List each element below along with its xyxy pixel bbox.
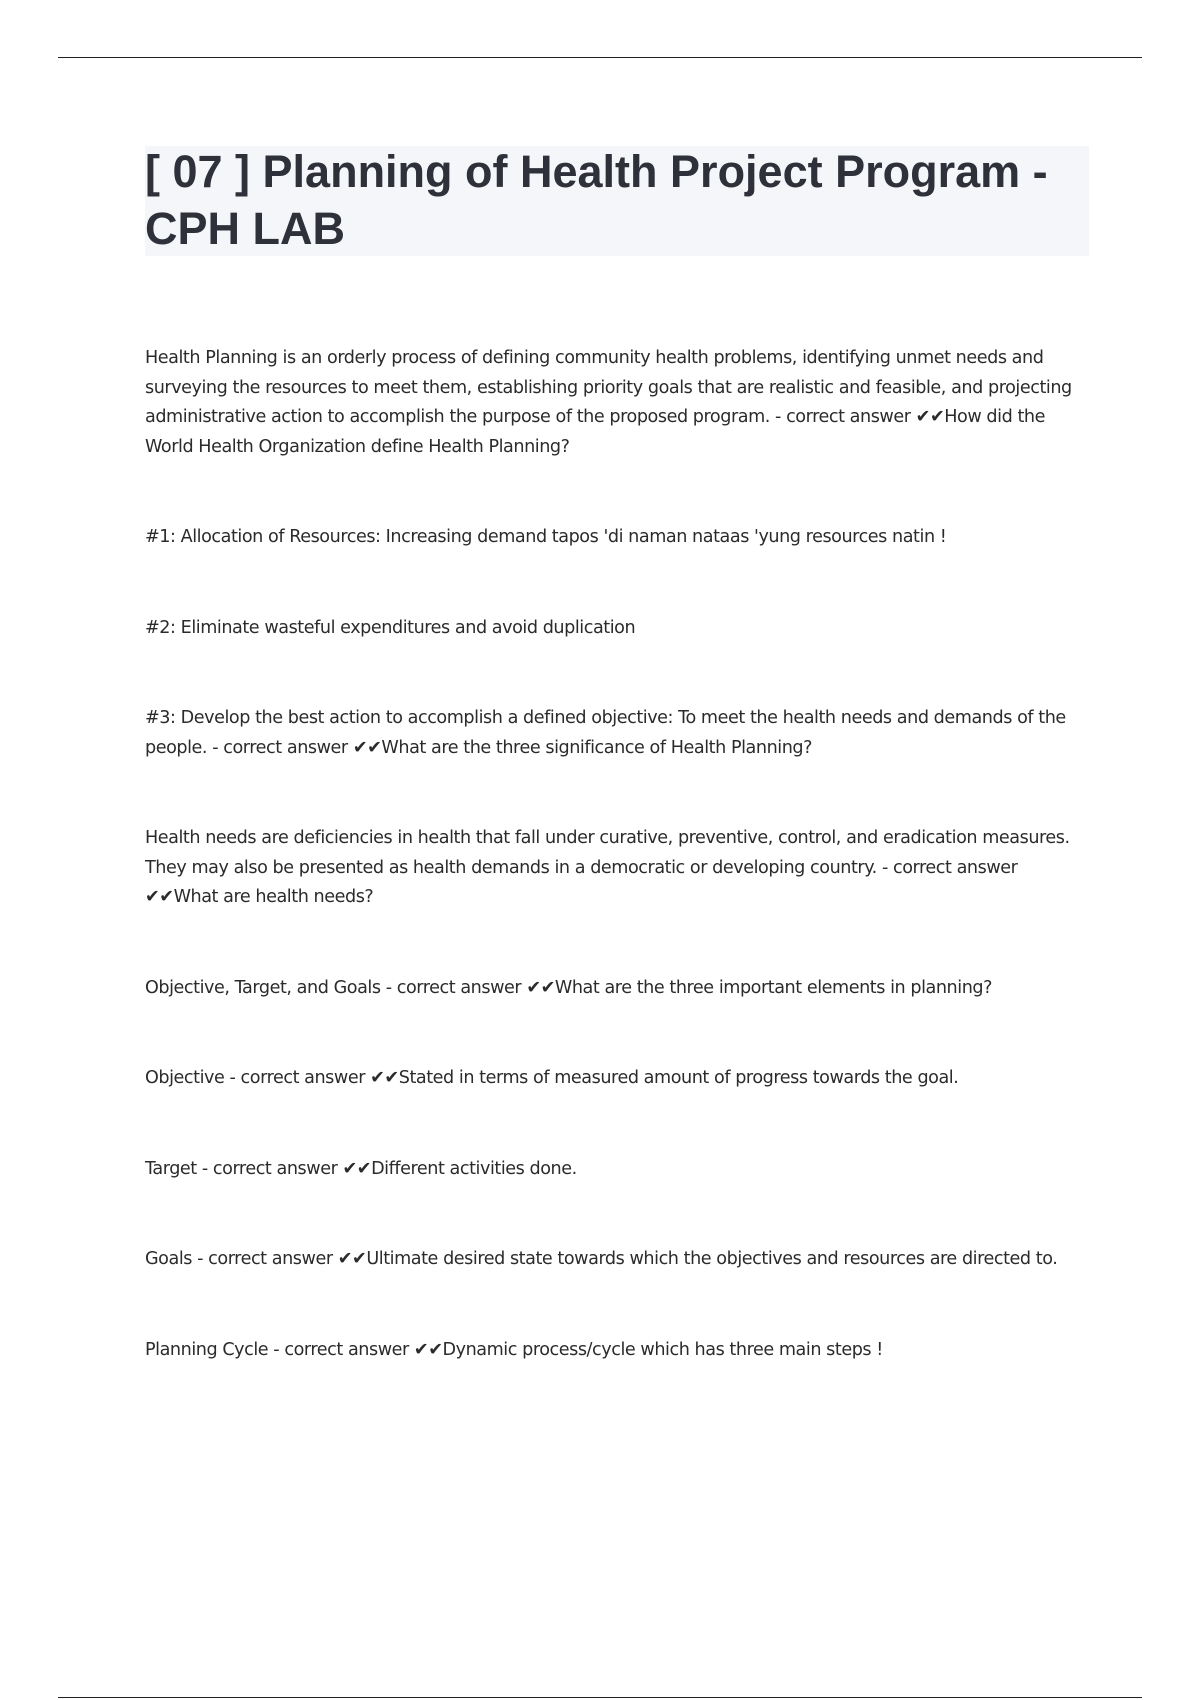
qa-entry-8: Target - correct answer ✔✔Different activities done. bbox=[145, 1158, 577, 1179]
qa-entry-1: Health Planning is an orderly process of defining community health problems, identifying unmet needs and surveying the resources to meet them, establishing priority goals that are realistic and feasible, and projecting administrative action to accomplish the purpose of the proposed program. - correct answer ✔✔How did the World Health Organization define Health Planning? bbox=[145, 348, 1072, 457]
bottom-divider bbox=[58, 1697, 1142, 1698]
document-body bbox=[145, 344, 1095, 1365]
qa-entry-4: #3: Develop the best action to accomplish a defined objective: To meet the health needs and demands of the people. - correct answer ✔✔What are the three significance of Health Planning? bbox=[145, 708, 1066, 758]
qa-entry-3: #2: Eliminate wasteful expenditures and avoid duplication bbox=[145, 617, 636, 638]
qa-entry-2: #1: Allocation of Resources: Increasing demand tapos 'di naman nataas 'yung resources natin ! bbox=[145, 527, 947, 547]
qa-entry-5: Health needs are deficiencies in health that fall under curative, preventive, control, and eradication measures. They may also be presented as health demands in a democratic or developing country. - correct answer ✔✔What are health needs? bbox=[145, 828, 1070, 907]
qa-entry-6: Objective, Target, and Goals - correct answer ✔✔What are the three important elements in planning? bbox=[145, 977, 993, 998]
qa-entry-7: Objective - correct answer ✔✔Stated in terms of measured amount of progress towards the goal. bbox=[145, 1068, 959, 1088]
qa-entry-9: Goals - correct answer ✔✔Ultimate desired state towards which the objectives and resources are directed to. bbox=[145, 1249, 1058, 1269]
top-divider bbox=[58, 57, 1142, 58]
page-title: [ 07 ] Planning of Health Project Program - CPH LAB bbox=[145, 146, 1048, 254]
qa-entry-10: Planning Cycle - correct answer ✔✔Dynamic process/cycle which has three main steps ! bbox=[145, 1339, 883, 1360]
